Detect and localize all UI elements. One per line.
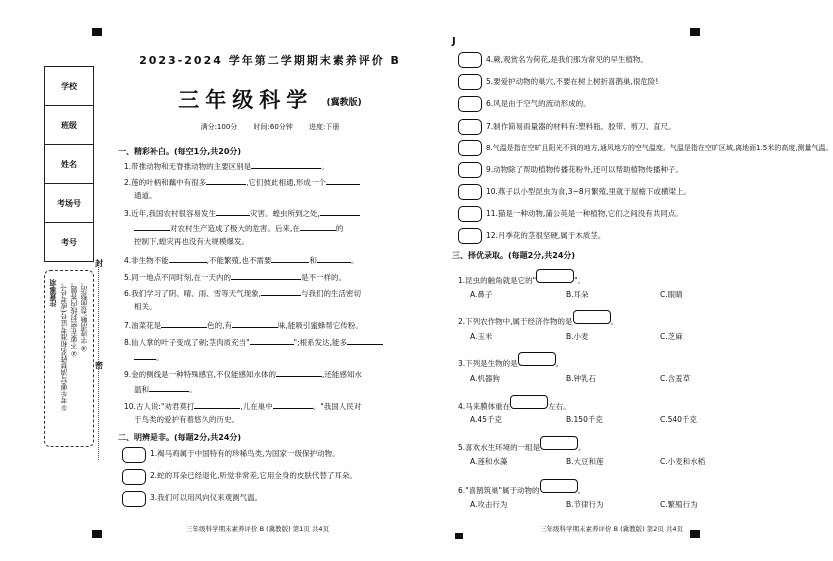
option-a[interactable]: A.攻击行为 (470, 500, 508, 509)
question-cont: 于鸟类的爱护有着悠久的历史。 (134, 415, 239, 424)
question: 9.金的侧线是一种特殊感官,不仅能感知水体的 ,还能感知水 (124, 370, 362, 379)
subject-name: 三年级科学 (178, 87, 314, 112)
choice-question: 3.下列是生物的是 。 (458, 352, 563, 369)
answer-blank[interactable] (326, 176, 360, 185)
question-cont: 通道。 (134, 191, 157, 200)
subject-title (120, 84, 420, 114)
field-exam-number[interactable]: 考号 (61, 237, 77, 247)
registration-mark (690, 28, 700, 36)
option-b[interactable]: B.钟乳石 (566, 374, 597, 383)
answer-blank[interactable] (169, 254, 207, 263)
answer-blank[interactable] (276, 368, 322, 377)
question: 1.带推动物和无脊推动物的主要区别是 。 (124, 162, 329, 171)
judge-question: 6.风是由于空气的流动形成的。 (486, 99, 591, 108)
answer-blank[interactable] (347, 336, 383, 345)
option-b[interactable]: B.耳朵 (566, 290, 589, 299)
judge-bracket[interactable] (458, 228, 482, 244)
choice-question: 6."喜鹊筑巢"属于动物的 。 (458, 479, 585, 496)
registration-mark (690, 530, 700, 538)
question-cont: 。 (134, 351, 164, 363)
answer-blank[interactable] (320, 207, 360, 216)
judge-bracket[interactable] (122, 469, 146, 485)
answer-box[interactable] (510, 395, 548, 409)
option-b[interactable]: B.小麦 (566, 332, 589, 341)
answer-blank[interactable] (273, 400, 313, 409)
registration-mark (92, 28, 102, 36)
notice-title: 注意事项 (49, 279, 57, 307)
choice-question: 1.昆虫的触角就是它的" "。 (458, 269, 585, 286)
option-c[interactable]: C.繁殖行为 (660, 500, 698, 509)
answer-box[interactable] (540, 479, 578, 493)
question: 8.仙人掌的叶子变成了刺;茎肉质充当" ";根系发达,能多 (124, 336, 383, 348)
answer-blank[interactable] (134, 222, 170, 231)
question: 7.油菜花是 色的,有 味,能吸引蜜蜂帮它传粉。 (124, 321, 363, 330)
registration-mark (455, 533, 463, 539)
field-class[interactable]: 班级 (45, 106, 93, 145)
notice-item: ①考生要写清楚姓名和准考证号(或考号)。 (60, 279, 68, 412)
judge-question: 9.动物除了帮助植物传播花粉外,还可以帮助植物传播种子。 (486, 165, 684, 174)
edition-label: (冀教版) (326, 98, 362, 108)
answer-blank[interactable] (317, 254, 351, 263)
question-cont: 相关。 (134, 302, 157, 311)
judge-question: 7.制作简易雨量器的材料有:塑料瓶、胶带、剪刀、直尺。 (486, 122, 676, 131)
judge-bracket[interactable] (458, 96, 482, 112)
judge-question: 12.月季花的茎很坚硬,属于木质茎。 (486, 231, 606, 240)
judge-question: 2.蛇的耳朵已经退化,听觉非常差,它用全身的皮肤代替了耳朵。 (150, 471, 357, 480)
judge-question: 5.要爱护动物的巢穴,不要在树上树折喜鹊巢,很危险! (486, 77, 659, 86)
field-school[interactable]: 学校 (45, 67, 93, 106)
judge-bracket[interactable] (458, 74, 482, 90)
exam-title: 2023-2024 学年第二学期期末素养评价 B (139, 54, 401, 67)
page-footer: 三年级科学期末素养评价 B (冀教版) 第1页 共4页 (186, 525, 330, 533)
option-b[interactable]: B.150千克 (566, 415, 603, 424)
choice-question: 4.马来膜体重在 左右。 (458, 395, 571, 412)
exam-meta (120, 122, 420, 132)
question: 4.非生物不能 ,不能繁殖,也不需要 和 。 (124, 256, 359, 265)
judge-question: 3.我们可以用风向仪来观测气温。 (150, 493, 263, 502)
question-cont: 对农村生产造成了极大的危害。后来,在 的 (134, 222, 343, 234)
answer-box[interactable] (536, 269, 574, 283)
full-score: 满分:100分 (200, 123, 238, 131)
answer-box[interactable] (540, 436, 578, 450)
option-c[interactable]: C.540千克 (660, 415, 697, 424)
option-a[interactable]: A.45千克 (470, 415, 502, 424)
answer-blank[interactable] (261, 287, 301, 296)
answer-blank[interactable] (271, 254, 309, 263)
question: 10.古人说:"劝君莫打 ,儿在巢中 。"我国人民对 (124, 402, 362, 411)
student-info-table (44, 66, 94, 262)
question: 5.同一地点不同时刻,在一天内的 是不一样的。 (124, 273, 347, 282)
question-cont: 温和 。 (134, 385, 197, 394)
answer-blank[interactable] (161, 319, 207, 328)
option-a[interactable]: A.玉米 (470, 332, 493, 341)
judge-question: 1.褐马鸡属于中国特有的珍稀鸟类,为国家一级保护动物。 (150, 449, 340, 458)
judge-bracket[interactable] (122, 447, 146, 463)
section-title: 一、精彩补白。(每空1分,共20分) (118, 147, 242, 156)
question-cont: 控制下,蝗灾再也没有大规模爆发。 (134, 237, 249, 246)
answer-blank[interactable] (300, 222, 336, 231)
judge-bracket[interactable] (122, 491, 146, 507)
progress: 进度:下册 (309, 123, 340, 131)
option-b[interactable]: B.节律行为 (566, 500, 604, 509)
field-name[interactable]: 姓名 (45, 145, 93, 184)
judge-question: 4.蕨,观赏名为荷花,是我们那为常见的早生植物。 (486, 55, 648, 64)
judge-bracket[interactable] (458, 119, 482, 135)
option-a[interactable]: A.鼻子 (470, 290, 493, 299)
judge-question: 10.燕子以小型昆虫为食,3~8月繁殖,里就于屋檐下或横梁上。 (486, 187, 692, 196)
option-b[interactable]: B.大豆和莲 (566, 457, 604, 466)
question: 6.我们学习了阴、晴、雨、雪等天气现象, 与我们的生活密切 (124, 289, 362, 298)
page-footer: 三年级科学期末素养评价 B (冀教版) 第2页 共4页 (540, 525, 684, 533)
notice-item: ②不要在密封线内答题。 (70, 279, 78, 357)
answer-blank[interactable] (250, 336, 294, 345)
option-c[interactable]: C.含羞草 (660, 374, 691, 383)
choice-question: 2.下列农作物中,属于经济作物的是 。 (458, 310, 618, 327)
option-a[interactable]: A.莲和水藻 (470, 457, 508, 466)
answer-blank[interactable] (216, 207, 250, 216)
answer-blank[interactable] (134, 351, 156, 360)
judge-bracket[interactable] (458, 206, 482, 222)
answer-blank[interactable] (206, 176, 246, 185)
question: 2.莲的叶柄和藕中有很多 ,它们彼此相通,形成一个 (124, 176, 360, 188)
notice-item: ③字迹清晰,卷面整洁。 (80, 279, 88, 353)
answer-box[interactable] (573, 310, 611, 324)
seal-label: 密 (95, 361, 103, 370)
answer-blank[interactable] (231, 271, 301, 280)
answer-blank[interactable] (232, 319, 278, 328)
judge-question: 8.气温是指在空旷且阳光不到的地方,通风地方的空气温度。气温是指在空旷区域,离地面1.5米的高度,测量气温。 (486, 144, 833, 152)
page-mark: J (452, 36, 456, 47)
option-c[interactable]: C.小麦和水稻 (660, 457, 706, 466)
judge-bracket[interactable] (458, 184, 482, 200)
choice-question: 5.喜欢水生环境的一组是 。 (458, 436, 586, 453)
option-c[interactable]: C.眼睛 (660, 290, 683, 299)
seal-label: 封 (95, 259, 103, 268)
question: 3.近年,我国农村很容易发生 灾害。蝗虫所到之处, (124, 207, 360, 219)
answer-blank[interactable] (194, 400, 240, 409)
judge-bracket[interactable] (458, 140, 482, 156)
registration-mark (92, 530, 102, 538)
option-a[interactable]: A.机器狗 (470, 374, 500, 383)
seal-line (98, 260, 99, 460)
exam-time: 时间:60分钟 (253, 123, 293, 131)
field-exam-room[interactable]: 考场号 (45, 184, 93, 223)
answer-blank[interactable] (251, 160, 321, 169)
section-title: 三、择优录取。(每题2分,共24分) (452, 251, 576, 260)
judge-question: 11.猫是一种动物,蒲公英是一种植物,它们之间没有共同点。 (486, 209, 683, 218)
section-title: 二、明辨是非。(每题2分,共24分) (118, 433, 242, 442)
option-c[interactable]: C.芝麻 (660, 332, 683, 341)
answer-blank[interactable] (149, 383, 189, 392)
answer-box[interactable] (518, 352, 556, 366)
judge-bracket[interactable] (458, 162, 482, 178)
notice-box (44, 270, 94, 447)
judge-bracket[interactable] (458, 52, 482, 68)
